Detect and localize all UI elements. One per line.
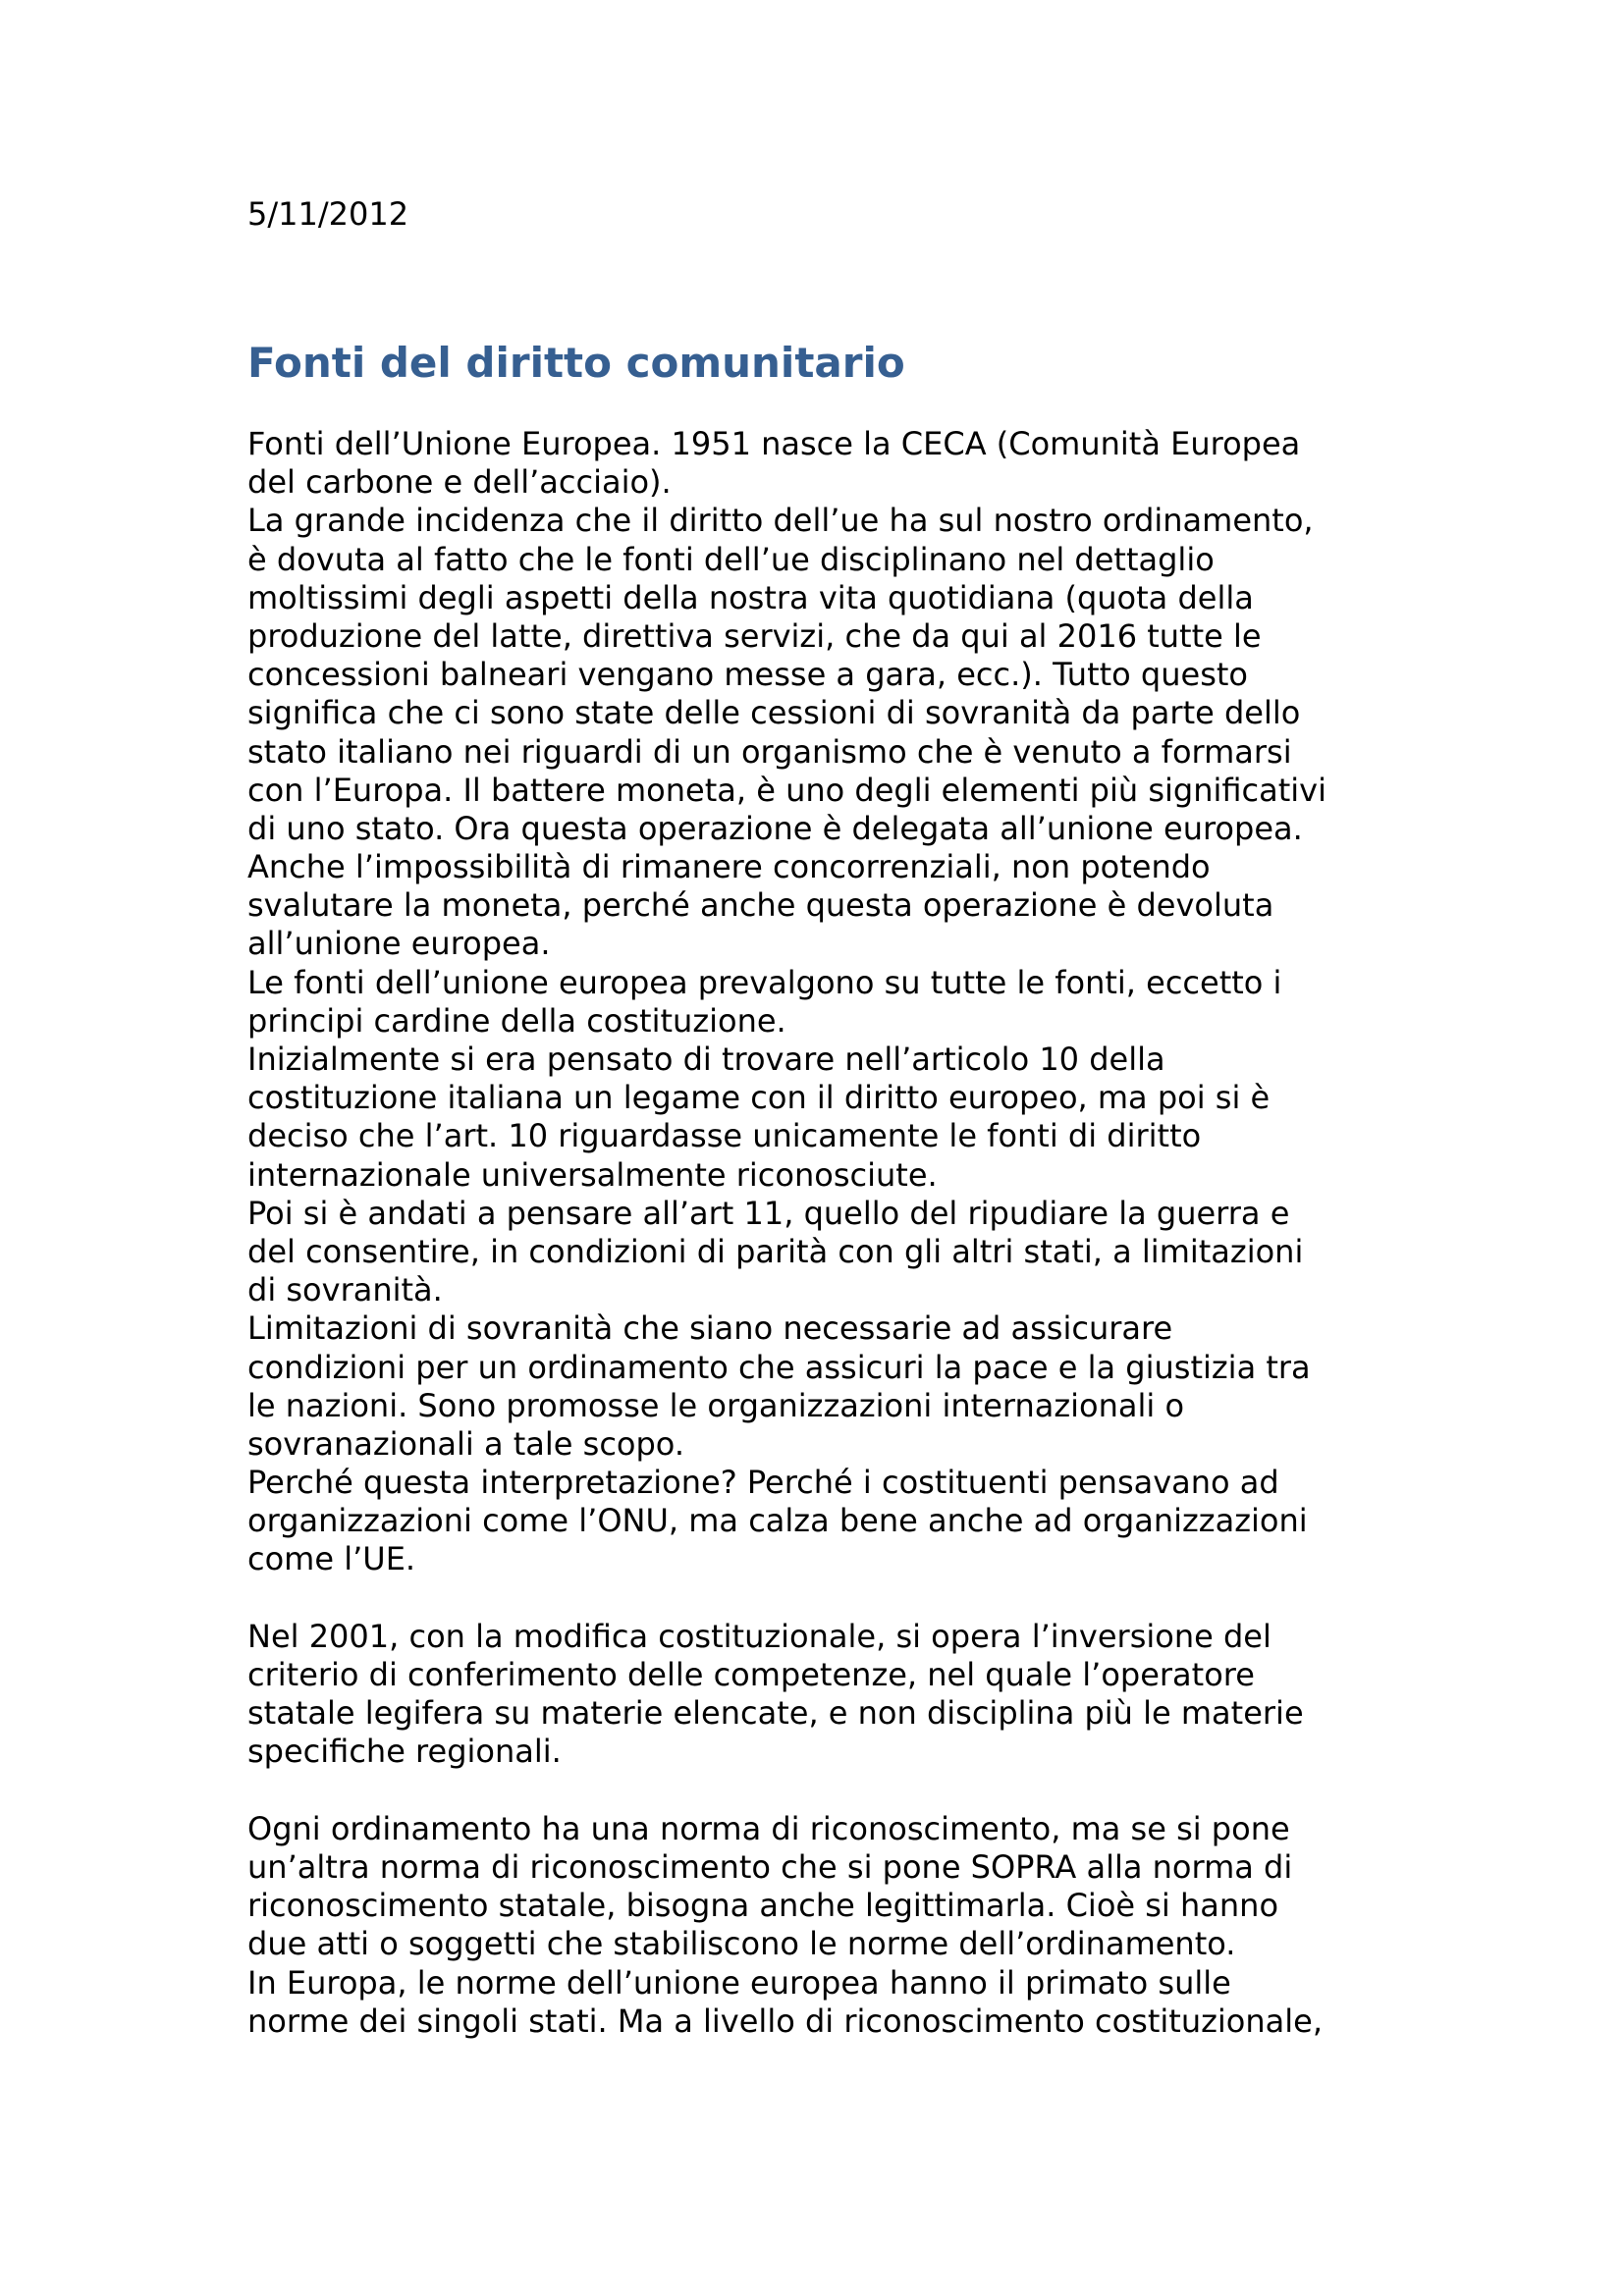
text-line: Anche l’impossibilità di rimanere concorrenziali, non potendo <box>247 848 1211 886</box>
text-line: come l’UE. <box>247 1540 416 1578</box>
text-line: condizioni per un ordinamento che assicuri la pace e la giustizia tra <box>247 1348 1311 1386</box>
text-line: con l’Europa. Il battere moneta, è uno degli elementi più significativi <box>247 771 1326 809</box>
text-line: di uno stato. Ora questa operazione è delegata all’unione europea. <box>247 809 1303 847</box>
text-line: stato italiano nei riguardi di un organismo che è venuto a formarsi <box>247 732 1292 771</box>
text-line: Ogni ordinamento ha una norma di riconoscimento, ma se si pone <box>247 1809 1290 1847</box>
text-line: organizzazioni come l’ONU, ma calza bene anche ad organizzazioni <box>247 1502 1308 1540</box>
text-line: statale legifera su materie elencate, e non disciplina più le materie <box>247 1694 1304 1733</box>
paragraph-gap <box>247 1579 1445 1618</box>
text-line: moltissimi degli aspetti della nostra vita quotidiana (quota della <box>247 578 1254 616</box>
text-line: produzione del latte, direttiva servizi, che da qui al 2016 tutte le <box>247 616 1262 655</box>
document-date: 5/11/2012 <box>247 195 409 233</box>
text-line: criterio di conferimento delle competenze, nel quale l’operatore <box>247 1656 1255 1693</box>
body-text <box>247 425 1445 2041</box>
text-line: Poi si è andati a pensare all’art 11, quello del ripudiare la guerra e <box>247 1194 1290 1232</box>
text-line: sovranazionali a tale scopo. <box>247 1424 684 1463</box>
text-line: internazionale universalmente riconosciute. <box>247 1155 938 1194</box>
text-line: è dovuta al fatto che le fonti dell’ue disciplinano nel dettaglio <box>247 540 1215 578</box>
text-line: svalutare la moneta, perché anche questa operazione è devoluta <box>247 886 1274 925</box>
text-line: Limitazioni di sovranità che siano necessarie ad assicurare <box>247 1309 1173 1348</box>
text-line: norme dei singoli stati. Ma a livello di riconoscimento costituzionale, <box>247 2002 1324 2040</box>
text-line: deciso che l’art. 10 riguardasse unicamente le fonti di diritto <box>247 1117 1202 1155</box>
text-line: costituzione italiana un legame con il diritto europeo, ma poi si è <box>247 1079 1271 1117</box>
text-line: un’altra norma di riconoscimento che si pone SOPRA alla norma di <box>247 1847 1293 1886</box>
text-line: Nel 2001, con la modifica costituzionale, si opera l’inversione del <box>247 1617 1271 1655</box>
text-line: due atti o soggetti che stabiliscono le norme dell’ordinamento. <box>247 1925 1236 1963</box>
text-line: del carbone e dell’acciaio). <box>247 463 672 502</box>
text-line: le nazioni. Sono promosse le organizzazioni internazionali o <box>247 1386 1185 1424</box>
text-line: Fonti dell’Unione Europea. 1951 nasce la CECA (Comunità Europea <box>247 425 1301 462</box>
text-line: di sovranità. <box>247 1271 443 1309</box>
text-line: concessioni balneari vengano messe a gara, ecc.). Tutto questo <box>247 656 1248 694</box>
text-line: Inizialmente si era pensato di trovare nell’articolo 10 della <box>247 1041 1165 1078</box>
text-line: specifiche regionali. <box>247 1733 562 1771</box>
paragraph-gap <box>247 1772 1445 1810</box>
text-line: all’unione europea. <box>247 925 551 963</box>
text-line: riconoscimento statale, bisogna anche legittimarla. Cioè si hanno <box>247 1887 1279 1925</box>
text-line: principi cardine della costituzione. <box>247 1001 786 1040</box>
text-line: La grande incidenza che il diritto dell’ue ha sul nostro ordinamento, <box>247 502 1314 540</box>
text-line: Le fonti dell’unione europea prevalgono su tutte le fonti, eccetto i <box>247 963 1282 1001</box>
page-title: Fonti del diritto comunitario <box>247 339 905 387</box>
text-line: del consentire, in condizioni di parità con gli altri stati, a limitazioni <box>247 1232 1304 1270</box>
text-line: significa che ci sono state delle cessioni di sovranità da parte dello <box>247 694 1301 732</box>
text-line: In Europa, le norme dell’unione europea hanno il primato sulle <box>247 1963 1231 2002</box>
text-line: Perché questa interpretazione? Perché i costituenti pensavano ad <box>247 1464 1279 1502</box>
